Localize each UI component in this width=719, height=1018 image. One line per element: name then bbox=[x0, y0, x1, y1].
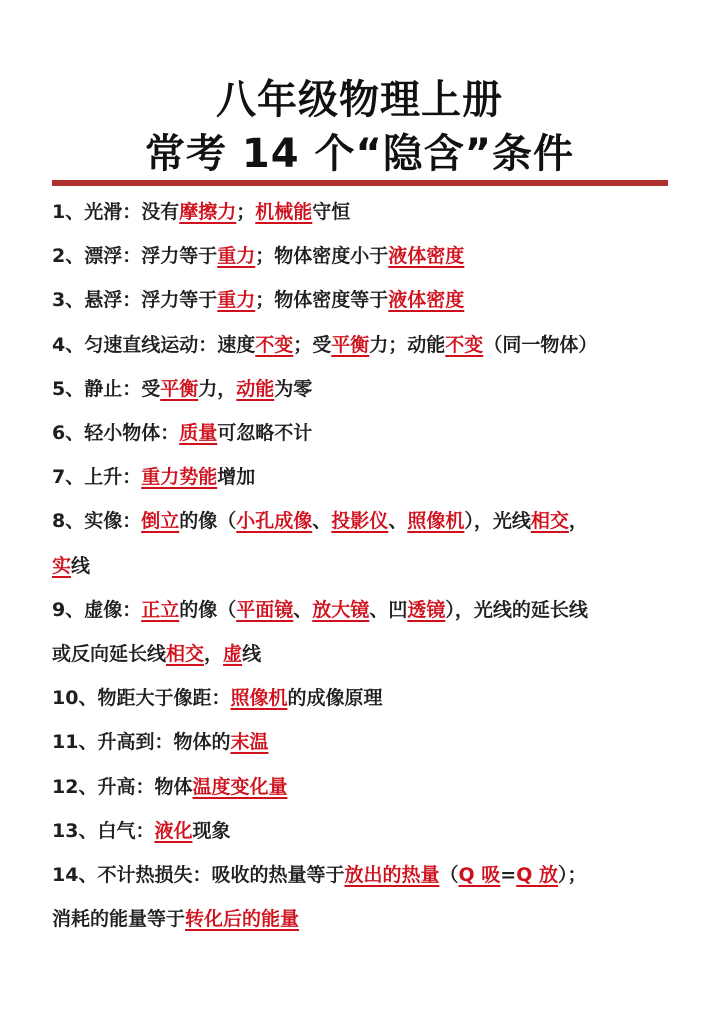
title-divider bbox=[52, 180, 668, 186]
line-text: 力；动能 bbox=[369, 333, 446, 356]
line-text: 、 bbox=[388, 510, 408, 533]
key-term: 重力势能 bbox=[141, 466, 218, 489]
line-text: 2、漂浮：浮力等于 bbox=[52, 245, 218, 268]
line-text: 1、光滑：没有 bbox=[52, 201, 180, 223]
line-text: 可忽略不计 bbox=[217, 422, 313, 445]
key-term: 温度变化量 bbox=[192, 775, 288, 798]
line-text: 线 bbox=[242, 643, 262, 666]
line-text: 12、升高：物体 bbox=[52, 775, 193, 798]
list-item bbox=[52, 720, 672, 764]
line-text: （ bbox=[439, 864, 459, 887]
key-term: 液体密度 bbox=[388, 245, 465, 268]
list-item bbox=[52, 411, 672, 455]
list-item bbox=[52, 676, 672, 720]
condition-list bbox=[52, 190, 672, 941]
list-item-continuation bbox=[52, 544, 672, 588]
line-text: ），光线 bbox=[464, 510, 531, 533]
line-text: ， bbox=[568, 510, 588, 533]
key-term: 小孔成像 bbox=[236, 510, 313, 533]
line-text: 增加 bbox=[217, 466, 256, 489]
key-term: 转化后的能量 bbox=[185, 908, 300, 931]
line-text: 现象 bbox=[192, 819, 231, 842]
line-text: 、凹 bbox=[369, 598, 408, 621]
line-text: ）； bbox=[557, 864, 587, 887]
key-term: 重力 bbox=[217, 245, 256, 268]
key-term: 质量 bbox=[179, 422, 218, 445]
line-text: 为零 bbox=[274, 377, 313, 400]
line-text: 14、不计热损失：吸收的热量等于 bbox=[52, 864, 345, 887]
list-item bbox=[52, 809, 672, 853]
line-text: 的成像原理 bbox=[287, 687, 383, 710]
key-term: 倒立 bbox=[141, 510, 180, 533]
line-text: 或反向延长线 bbox=[52, 643, 167, 666]
list-item bbox=[52, 455, 672, 499]
key-term: 液体密度 bbox=[388, 289, 465, 312]
key-term: 相交 bbox=[166, 643, 205, 666]
key-term: 末温 bbox=[230, 731, 269, 754]
key-term: 照像机 bbox=[407, 510, 465, 533]
key-term: 放大镜 bbox=[312, 598, 370, 621]
line-text: ），光线的延长线 bbox=[445, 598, 588, 621]
page-title: 八年级物理上册 bbox=[216, 77, 503, 123]
page-subtitle: 常考 14 个“隐含”条件 bbox=[144, 131, 575, 177]
line-text: 13、白气： bbox=[52, 819, 155, 842]
key-term: 虚 bbox=[223, 643, 243, 666]
key-term: 平衡 bbox=[160, 377, 199, 400]
list-item-continuation bbox=[52, 897, 672, 941]
key-term: 透镜 bbox=[407, 598, 446, 621]
line-text: （同一物体） bbox=[483, 333, 598, 356]
line-text: = bbox=[500, 864, 517, 887]
line-text: 力， bbox=[198, 377, 237, 400]
list-item bbox=[52, 588, 672, 632]
key-term: 实 bbox=[52, 554, 72, 577]
line-text: 消耗的能量等于 bbox=[52, 908, 186, 931]
key-term: Q 吸 bbox=[458, 864, 501, 887]
list-item-continuation bbox=[52, 632, 672, 676]
line-text: 10、物距大于像距： bbox=[52, 687, 231, 710]
line-text: 的像（ bbox=[179, 598, 237, 621]
line-text: 7、上升： bbox=[52, 466, 142, 489]
line-text: ；受 bbox=[293, 333, 332, 356]
line-text: ， bbox=[204, 643, 224, 666]
key-term: 重力 bbox=[217, 289, 256, 312]
list-item bbox=[52, 853, 672, 897]
list-item bbox=[52, 499, 672, 543]
list-item bbox=[52, 278, 672, 322]
key-term: 投影仪 bbox=[331, 510, 389, 533]
line-text: ；物体密度等于 bbox=[255, 289, 389, 312]
line-text: 11、升高到：物体的 bbox=[52, 731, 231, 754]
line-text: 6、轻小物体： bbox=[52, 422, 180, 445]
line-text: 、 bbox=[312, 510, 332, 533]
key-term: 平面镜 bbox=[236, 598, 294, 621]
line-text: 4、匀速直线运动：速度 bbox=[52, 333, 256, 356]
line-text: 5、静止：受 bbox=[52, 377, 161, 400]
line-text: 的像（ bbox=[179, 510, 237, 533]
key-term: 照像机 bbox=[230, 687, 288, 710]
list-item bbox=[52, 234, 672, 278]
line-text: 守恒 bbox=[312, 201, 351, 223]
key-term: 平衡 bbox=[331, 333, 370, 356]
key-term: 摩擦力 bbox=[179, 201, 237, 223]
list-item bbox=[52, 367, 672, 411]
line-text: ；物体密度小于 bbox=[255, 245, 389, 268]
list-item bbox=[52, 323, 672, 367]
key-term: 不变 bbox=[255, 333, 294, 356]
line-text: 8、实像： bbox=[52, 510, 142, 533]
key-term: 不变 bbox=[445, 333, 484, 356]
key-term: 机械能 bbox=[255, 201, 313, 223]
list-item bbox=[52, 765, 672, 809]
key-term: 相交 bbox=[530, 510, 569, 533]
line-text: 9、虚像： bbox=[52, 598, 142, 621]
line-text: 3、悬浮：浮力等于 bbox=[52, 289, 218, 312]
key-term: 动能 bbox=[236, 377, 275, 400]
key-term: Q 放 bbox=[516, 864, 558, 887]
key-term: 放出的热量 bbox=[344, 864, 440, 887]
key-term: 正立 bbox=[141, 598, 180, 621]
line-text: 、 bbox=[293, 598, 313, 621]
key-term: 液化 bbox=[154, 819, 193, 842]
list-item bbox=[52, 190, 672, 234]
line-text: ； bbox=[236, 201, 256, 223]
line-text: 线 bbox=[71, 554, 91, 577]
